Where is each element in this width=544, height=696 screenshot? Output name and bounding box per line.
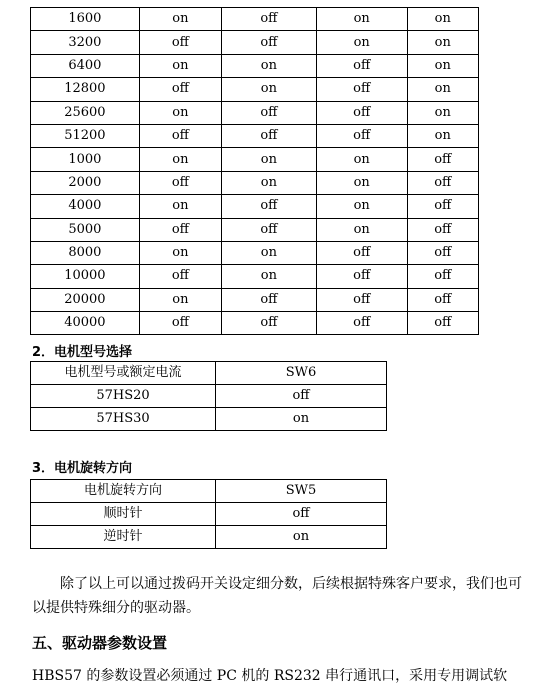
table-cell: off	[216, 385, 387, 408]
table-cell: on	[407, 31, 479, 54]
table-cell: on	[316, 31, 407, 54]
table-cell: off	[139, 78, 221, 101]
table-cell: off	[221, 288, 316, 311]
table-cell: on	[139, 54, 221, 77]
body-paragraph: HBS57 的参数设置必须通过 PC 机的 RS232 串行通讯口，采用专用调试软	[32, 668, 508, 684]
table-cell: off	[139, 312, 221, 335]
subdivision-table	[30, 7, 479, 335]
table-cell: on	[221, 148, 316, 171]
header-cell: 电机旋转方向	[31, 480, 216, 503]
table-header-row	[31, 362, 387, 385]
table-cell: on	[139, 241, 221, 264]
table-cell: 顺时针	[31, 503, 216, 526]
table-cell: 3200	[31, 31, 140, 54]
table-row	[31, 78, 479, 101]
table-cell: off	[316, 312, 407, 335]
motor-model-table	[30, 361, 387, 431]
table-row	[31, 101, 479, 124]
table-cell: off	[407, 195, 479, 218]
table-cell: 20000	[31, 288, 140, 311]
table-cell: on	[316, 171, 407, 194]
header-cell: SW5	[216, 480, 387, 503]
table-cell: off	[139, 124, 221, 147]
table-cell: on	[221, 54, 316, 77]
table-cell: on	[139, 195, 221, 218]
motor-model-heading: 2．电机型号选择	[32, 345, 133, 360]
table-cell: off	[221, 218, 316, 241]
table-cell: on	[316, 148, 407, 171]
table-header-row	[31, 480, 387, 503]
table-row	[31, 288, 479, 311]
table-cell: off	[139, 171, 221, 194]
table-row	[31, 385, 387, 408]
table-row	[31, 148, 479, 171]
table-cell: on	[221, 265, 316, 288]
table-cell: on	[407, 124, 479, 147]
table-row	[31, 408, 387, 431]
table-cell: off	[407, 148, 479, 171]
table-cell: off	[216, 503, 387, 526]
table-cell: on	[139, 148, 221, 171]
table-cell: 6400	[31, 54, 140, 77]
table-cell: 25600	[31, 101, 140, 124]
table-cell: off	[221, 124, 316, 147]
header-cell: 电机型号或额定电流	[31, 362, 216, 385]
table-cell: on	[407, 78, 479, 101]
table-row	[31, 124, 479, 147]
table-row	[31, 31, 479, 54]
table-row	[31, 54, 479, 77]
table-cell: 1000	[31, 148, 140, 171]
table-cell: on	[221, 171, 316, 194]
table-cell: off	[316, 124, 407, 147]
table-cell: off	[407, 288, 479, 311]
table-cell: 57HS30	[31, 408, 216, 431]
table-row	[31, 171, 479, 194]
table-cell: off	[139, 218, 221, 241]
table-cell: off	[407, 218, 479, 241]
table-cell: 2000	[31, 171, 140, 194]
table-row	[31, 265, 479, 288]
table-cell: off	[316, 78, 407, 101]
table-row	[31, 8, 479, 31]
table-cell: off	[221, 195, 316, 218]
table-cell: 逆时针	[31, 526, 216, 549]
table-row	[31, 312, 479, 335]
table-cell: on	[139, 288, 221, 311]
table-row	[31, 241, 479, 264]
rotation-direction-heading: 3．电机旋转方向	[32, 461, 133, 476]
table-cell: 12800	[31, 78, 140, 101]
table-cell: on	[316, 218, 407, 241]
table-cell: on	[216, 526, 387, 549]
table-cell: on	[139, 8, 221, 31]
table-cell: off	[139, 265, 221, 288]
table-cell: on	[407, 8, 479, 31]
table-cell: 4000	[31, 195, 140, 218]
table-cell: 8000	[31, 241, 140, 264]
table-row	[31, 526, 387, 549]
table-cell: on	[221, 78, 316, 101]
table-cell: on	[316, 195, 407, 218]
table-cell: 10000	[31, 265, 140, 288]
table-cell: 57HS20	[31, 385, 216, 408]
table-cell: off	[407, 241, 479, 264]
table-cell: off	[316, 54, 407, 77]
subdivision-table-body	[31, 8, 479, 335]
header-cell: SW6	[216, 362, 387, 385]
table-cell: off	[316, 265, 407, 288]
table-cell: off	[139, 31, 221, 54]
table-cell: on	[407, 54, 479, 77]
table-cell: off	[221, 8, 316, 31]
table-row	[31, 195, 479, 218]
table-cell: off	[407, 312, 479, 335]
table-cell: on	[316, 8, 407, 31]
table-row	[31, 503, 387, 526]
table-cell: off	[316, 101, 407, 124]
section-title: 五、驱动器参数设置	[32, 634, 168, 652]
table-cell: off	[316, 241, 407, 264]
table-cell: off	[221, 312, 316, 335]
table-cell: off	[221, 31, 316, 54]
table-cell: 5000	[31, 218, 140, 241]
table-cell: 51200	[31, 124, 140, 147]
table-cell: on	[407, 101, 479, 124]
body-paragraph: 除了以上可以通过拨码开关设定细分数，后续根据特殊客户要求，我们也可以提供特殊细分的驱动器。	[32, 576, 522, 616]
table-cell: 40000	[31, 312, 140, 335]
table-row	[31, 218, 479, 241]
table-cell: off	[407, 171, 479, 194]
table-cell: on	[216, 408, 387, 431]
table-cell: off	[316, 288, 407, 311]
table-cell: on	[139, 101, 221, 124]
table-cell: off	[407, 265, 479, 288]
table-cell: off	[221, 101, 316, 124]
table-cell: on	[221, 241, 316, 264]
rotation-direction-table	[30, 479, 387, 549]
table-cell: 1600	[31, 8, 140, 31]
